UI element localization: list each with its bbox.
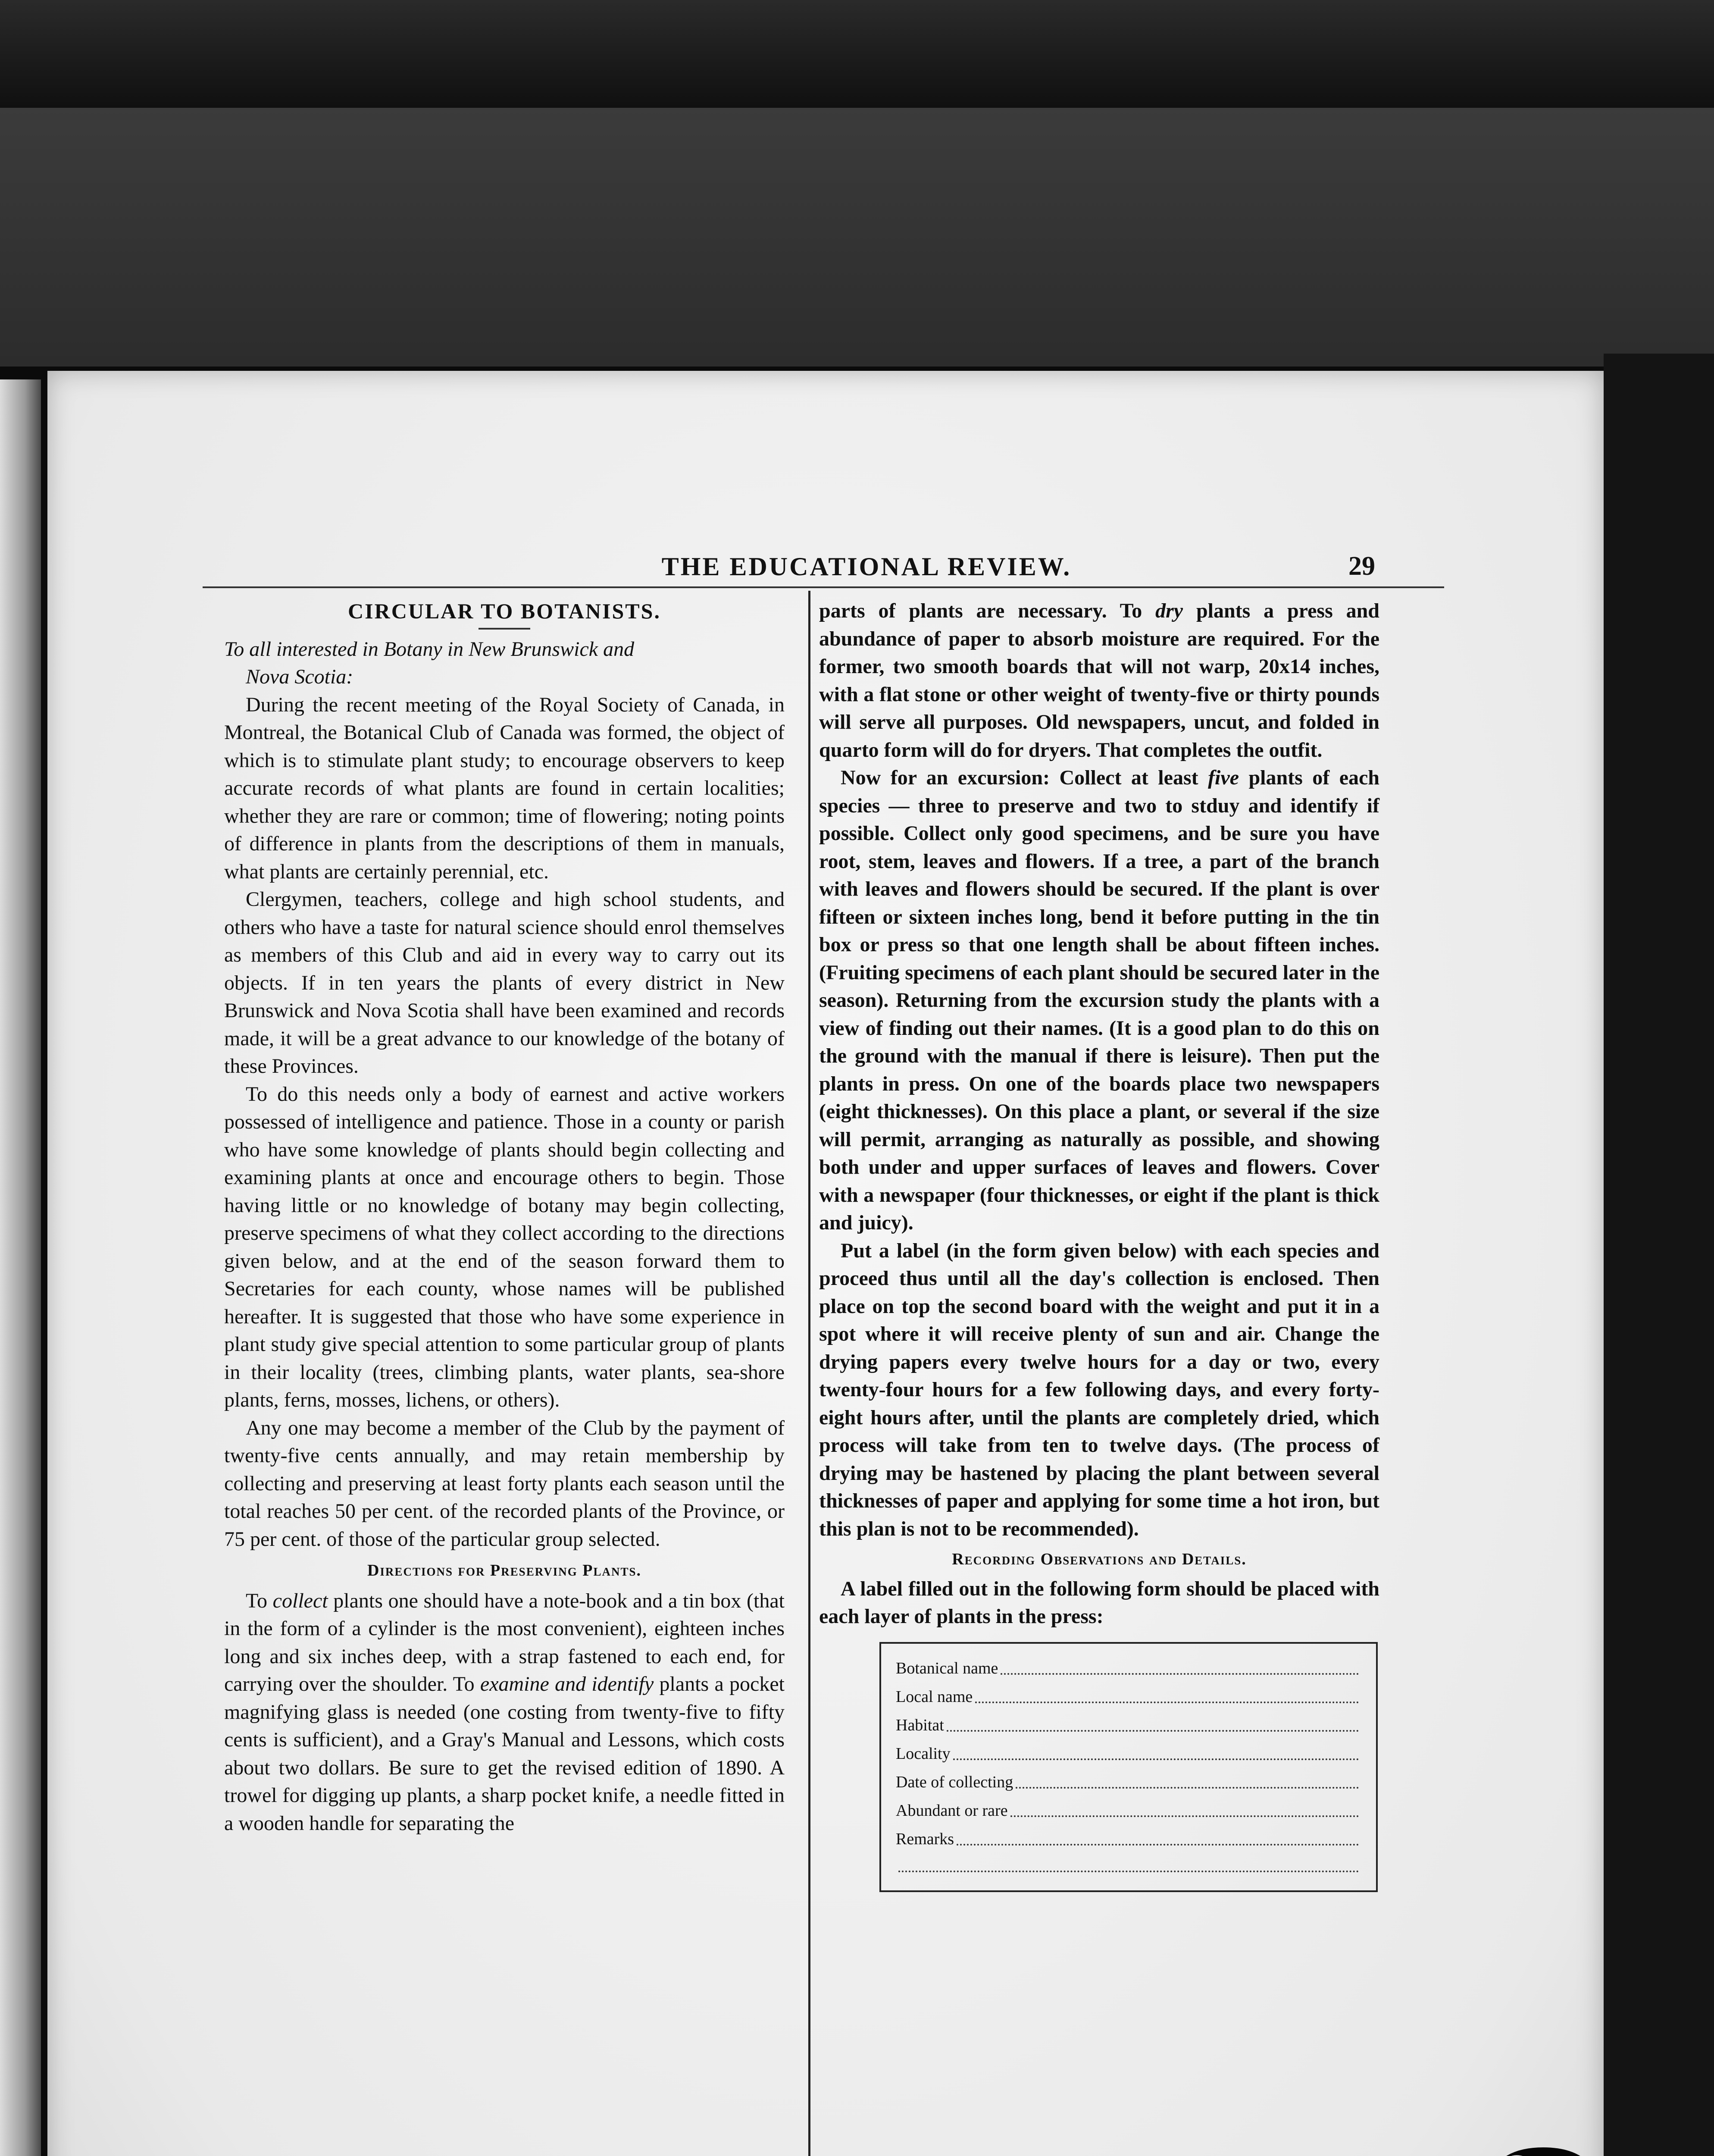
italic-term-dry: dry bbox=[1155, 599, 1183, 622]
text-run: parts of plants are necessary. To bbox=[819, 599, 1156, 622]
field-blank bbox=[1010, 1796, 1359, 1817]
column-divider bbox=[808, 591, 810, 2156]
book-binding-edge bbox=[0, 379, 41, 2156]
field-label: Date of collecting bbox=[896, 1773, 1013, 1791]
field-blank bbox=[1016, 1768, 1359, 1789]
field-blank bbox=[975, 1683, 1359, 1703]
section-heading-directions: Directions for Preserving Plants. bbox=[367, 1561, 642, 1579]
form-field-botanical-name bbox=[896, 1654, 1361, 1683]
paragraph-continued bbox=[819, 597, 1379, 764]
form-field-remarks bbox=[896, 1825, 1361, 1853]
italic-term-examine: examine and identify bbox=[480, 1673, 654, 1695]
form-field-local-name bbox=[896, 1683, 1361, 1711]
header-rule bbox=[203, 586, 1444, 588]
title-rule bbox=[479, 628, 530, 630]
paragraph-4: Any one may become a member of the Club by the payment of twenty-five cents annually, and may retain membership by collecting and preserving at least forty plants each season until the total reaches 50 per cent. of the recorded plants of the Province, or 75 per cent. of those of the particular group selected. bbox=[224, 1416, 785, 1551]
article-title: CIRCULAR TO BOTANISTS. bbox=[348, 599, 661, 623]
document-page bbox=[47, 371, 1604, 2156]
field-blank bbox=[947, 1711, 1359, 1732]
field-label: Locality bbox=[896, 1744, 951, 1763]
field-blank bbox=[1001, 1654, 1359, 1675]
film-upper-band bbox=[0, 108, 1714, 367]
field-blank bbox=[957, 1825, 1359, 1846]
field-label: Remarks bbox=[896, 1830, 954, 1848]
field-blank bbox=[953, 1739, 1359, 1760]
section-heading-recording: Recording Observations and Details. bbox=[952, 1550, 1247, 1568]
field-label: Local name bbox=[896, 1687, 973, 1706]
salutation-line-2: Nova Scotia: bbox=[246, 665, 353, 688]
film-top-margin bbox=[0, 0, 1714, 108]
text-run: To bbox=[246, 1589, 273, 1612]
italic-term-five: five bbox=[1208, 766, 1239, 789]
label-form bbox=[879, 1642, 1378, 1892]
left-column bbox=[224, 597, 785, 1837]
field-label: Habitat bbox=[896, 1716, 944, 1734]
italic-term-collect: collect bbox=[272, 1589, 328, 1612]
field-label: Abundant or rare bbox=[896, 1801, 1008, 1820]
text-run: Now for an excursion: Collect at least bbox=[841, 766, 1208, 789]
text-run: plants one should have a note-book and a tin box (that in the form of a cylinder is the most convenient), eighteen inches long and six inches deep, with a strap fastened to each end, for carrying over the shoulder. To bbox=[224, 1589, 785, 1695]
form-field-locality bbox=[896, 1739, 1361, 1768]
paragraph-excursion bbox=[819, 764, 1379, 1237]
salutation-line-1: To all interested in Botany in New Brunswick and bbox=[224, 637, 635, 661]
paragraph-label: Put a label (in the form given below) with each species and proceed thus until all the day's collection is enclosed. Then place on top the second board with the weight and put it in a spot where it will receive plenty of sun and air. Change the drying papers every twelve hours for a day or two, every twenty-four hours for a few following days, and every forty-eight hours after, until the plants are completely dried, which process will take from ten to twelve days. (The process of drying may be hastened by placing the plant between several thicknesses of paper and applying for some time a hot iron, but this plan is not to be recommended). bbox=[819, 1239, 1379, 1540]
text-run: plants a press and abundance of paper to absorb moisture are required. For the former, two smooth boards that will not warp, 20x14 inches, with a flat stone or other weight of twenty-five or thirty pounds will serve all purposes. Old newspapers, uncut, and folded in quarto form will do for dryers. That completes the outfit. bbox=[819, 599, 1379, 761]
form-extra-line bbox=[898, 1853, 1359, 1872]
film-right-margin bbox=[1604, 354, 1714, 2156]
paragraph-1: During the recent meeting of the Royal Society of Canada, in Montreal, the Botanical Club of Canada was formed, the object of which is to stimulate plant study; to encourage observers to keep accurate records of what plants are found in certain localities; whether they are rare or common; time of flowering; noting points of difference in plants from the descriptions of them in manuals, what plants are certainly perennial, etc. bbox=[224, 693, 785, 883]
page-number: 29 bbox=[1348, 552, 1375, 581]
right-column bbox=[819, 597, 1379, 1892]
text-run: plants a pocket magnifying glass is needed (one costing from twenty-five to fifty cents is sufficient), and a Gray's Manual and Lessons, which costs about two dollars. Be sure to get the revised edition of 1890. A trowel for digging up plants, a sharp pocket knife, a needle fitted in a wooden handle for separating the bbox=[224, 1673, 785, 1835]
paragraph-5 bbox=[224, 1587, 785, 1838]
paragraph-form-intro: A label filled out in the following form should be placed with each layer of plants in the press: bbox=[819, 1577, 1379, 1628]
text-run: plants of each species — three to preserve and two to stduy and identify if possible. Collect only good specimens, and be sure you have root, stem, leaves and flowers. If a tree, a part of the branch with leaves and flowers should be secured. If the plant is over fifteen or sixteen inches long, bend it before putting in the tin box or press so that one length shall be about fifteen inches. (Fruiting specimens of each plant should be secured later in the season). Returning from the excursion study the plants with a view of finding out their names. (It is a good plan to do this on the ground with the manual if there is leisure). Then put the plants in press. On one of the boards place two newspapers (eight thicknesses). On this place a plant, or several if the size will permit, arranging as naturally as possible, and showing both under and upper surfaces of leaves and flowers. Cover with a newspaper (four thicknesses, or eight if the plant is thick and juicy). bbox=[819, 766, 1380, 1234]
form-field-date-of-collecting bbox=[896, 1768, 1361, 1796]
film-holder-clip bbox=[1466, 2122, 1621, 2156]
paragraph-2: Clergymen, teachers, college and high school students, and others who have a taste for natural science should enrol themselves as members of this Club and aid in every way to carry out its objects. If in ten years the plants of every district in New Brunswick and Nova Scotia shall have been examined and records made, it will be a great advance to our knowledge of the botany of these Provinces. bbox=[224, 888, 785, 1078]
paragraph-3: To do this needs only a body of earnest and active workers possessed of intelligence and patience. Those in a county or parish who have some knowledge of plants should begin collecting and examining plants at once and encourage others to begin. Those having little or no knowledge of botany may begin collecting, preserve specimens of what they collect according to the directions given below, and at the end of the season forward them to Secretaries for each county, whose names will be published hereafter. It is suggested that those who have some experience in plant study give special attention to some particular group of plants in their locality (trees, climbing plants, water plants, sea-shore plants, ferns, mosses, lichens, or others). bbox=[224, 1082, 785, 1411]
salutation bbox=[224, 636, 785, 691]
field-label: Botanical name bbox=[896, 1659, 998, 1677]
form-field-habitat bbox=[896, 1711, 1361, 1739]
form-field-abundant-or-rare bbox=[896, 1796, 1361, 1825]
running-title: THE EDUCATIONAL REVIEW. bbox=[661, 552, 1072, 581]
